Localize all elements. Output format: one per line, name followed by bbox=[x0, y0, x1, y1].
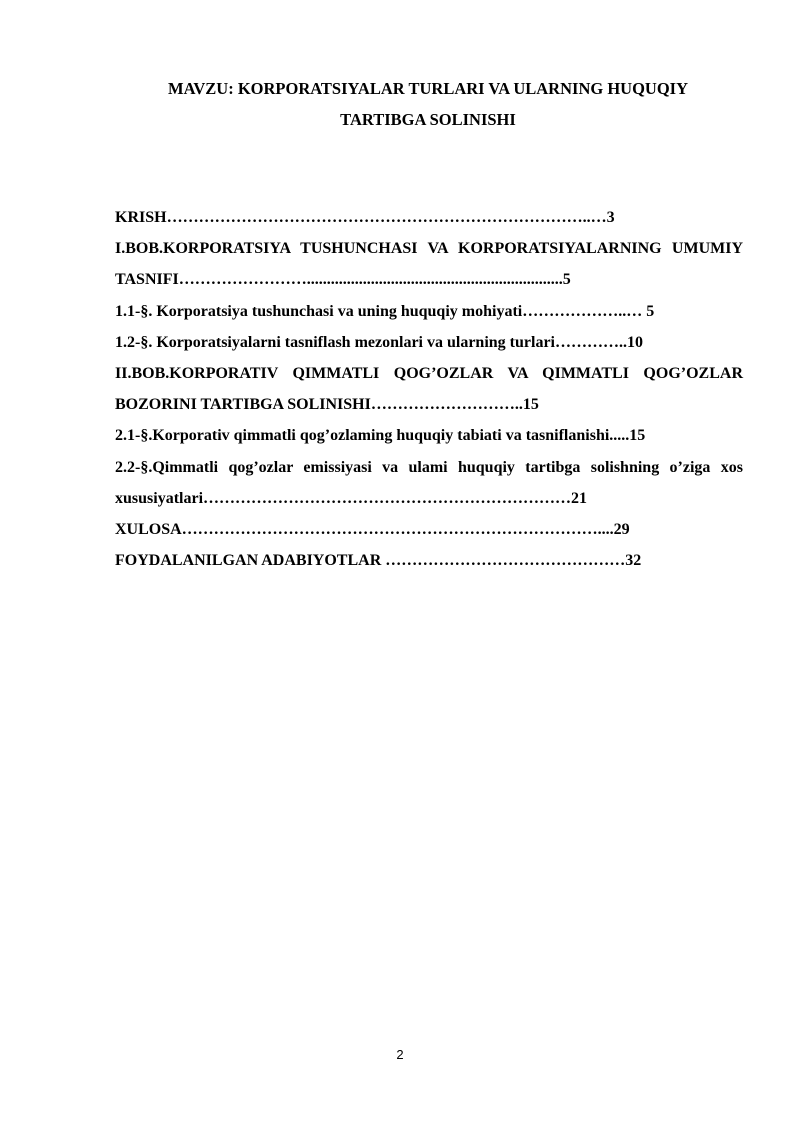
toc-entry-introduction: KRISH……………………………………………………………………..…3 bbox=[115, 209, 615, 226]
title-line-1: MAVZU: KORPORATSIYALAR TURLARI VA ULARNING HUQUQIY bbox=[168, 79, 688, 98]
page-number: 2 bbox=[396, 1047, 404, 1062]
toc-entry-section-1-2: 1.2-§. Korporatsiyalarni tasniflash mezonlari va ularning turlari…………..10 bbox=[115, 333, 643, 351]
toc-entry-section-1-1: 1.1-§. Korporatsiya tushunchasi va uning huquqiy mohiyati………………..… 5 bbox=[115, 302, 655, 320]
toc-entry-section-2-2: 2.2-§.Qimmatli qog’ozlar emissiyasi va ulami huquqiy tartibga solishning o’ziga xos xususiyatlari……………………………………………………………21 bbox=[115, 458, 743, 507]
document-title bbox=[112, 73, 744, 135]
toc-entry-conclusion: XULOSA……………………………………………………………………....29 bbox=[115, 521, 630, 539]
toc-entry-chapter-1: I.BOB.KORPORATSIYA TUSHUNCHASI VA KORPORATSIYALARNING UMUMIY TASNIFI……………………................................................................5 bbox=[115, 240, 743, 289]
toc-entry-chapter-2: II.BOB.KORPORATIV QIMMATLI QOG’OZLAR VA QIMMATLI QOG’OZLAR BOZORINI TARTIBGA SOLINISHI………………………..15 bbox=[115, 365, 743, 414]
title-line-2: TARTIBGA SOLINISHI bbox=[340, 110, 516, 129]
toc-entry-references: FOYDALANILGAN ADABIYOTLAR ………………………………………32 bbox=[115, 552, 642, 570]
table-of-contents bbox=[115, 202, 743, 576]
toc-entry-section-2-1: 2.1-§.Korporativ qimmatli qog’ozlaming huquqiy tabiati va tasniflanishi.....15 bbox=[115, 427, 646, 445]
